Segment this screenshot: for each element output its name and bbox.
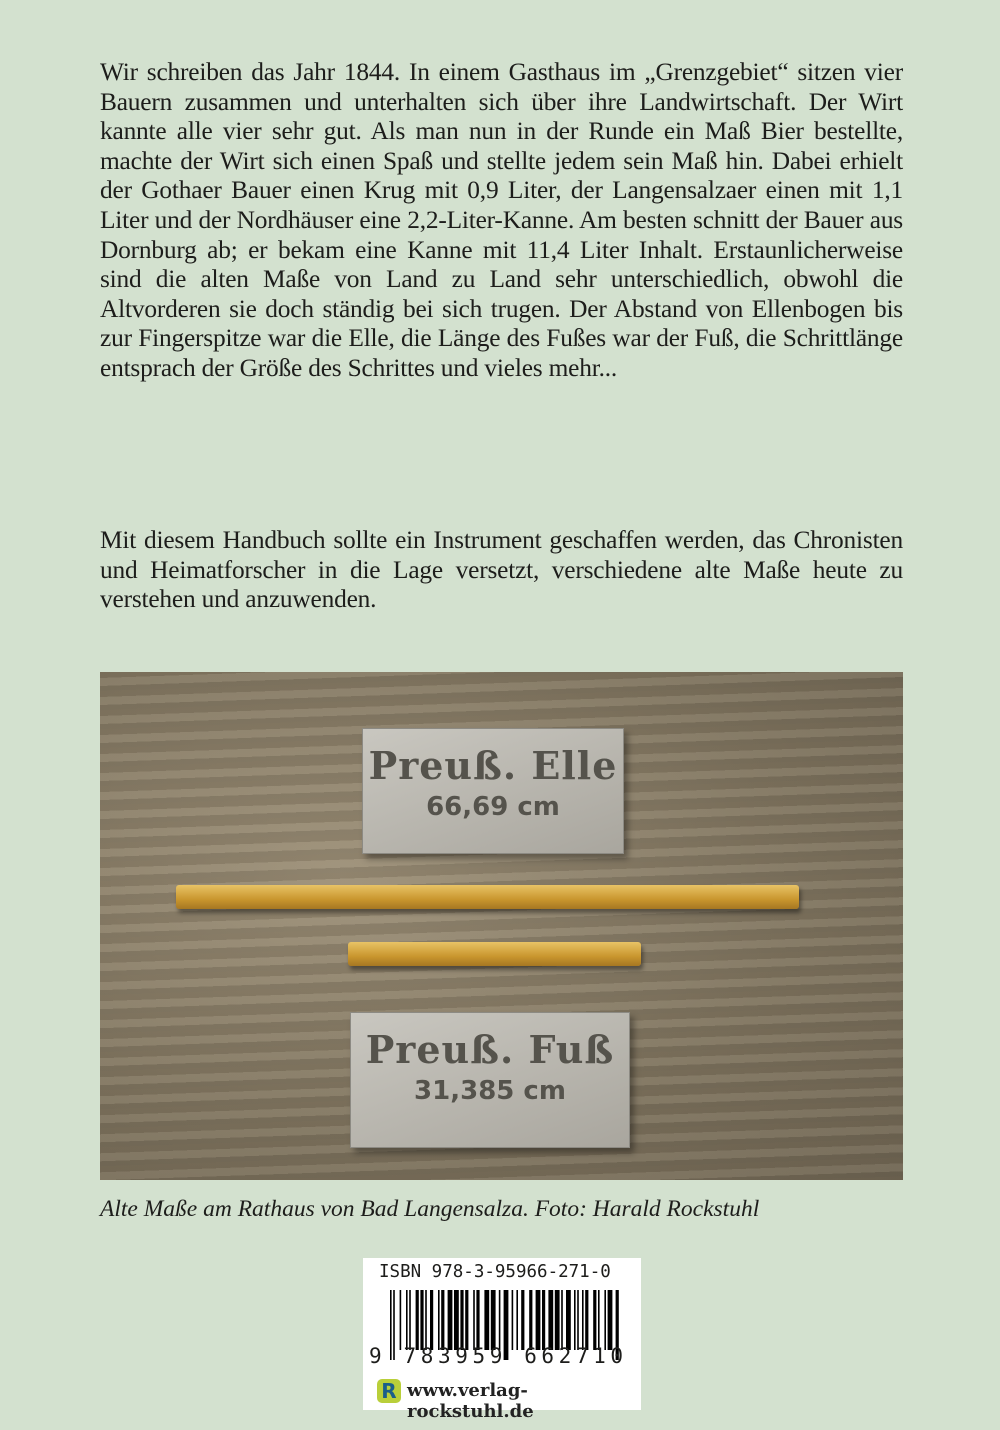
intro-paragraph: Wir schreiben das Jahr 1844. In einem Gasthaus im „Grenzgebiet“ sitzen vier Bauern zusammen und unterhalten sich über ihre Landwirtschaft. Der Wirt kannte alle vier sehr gut. Als man nun in der Runde ein Maß Bier bestellte, machte der Wirt sich einen Spaß und stellte jedem sein Maß hin. Dabei erhielt der Gothaer Bauer einen Krug mit 0,9 Liter, der Langensalzaer einen mit 1,1 Liter und der Nordhäuser eine 2,2-Liter-Kanne. Am besten schnitt der Bauer aus Dornburg ab; er bekam eine Kanne mit 11,4 Liter Inhalt. Erstaunlicherweise sind die alten Maße von Land zu Land sehr unterschiedlich, obwohl die Altvorderen sie doch ständig bei sich trugen. Der Abstand von Ellenbogen bis zur Fingerspitze war die Elle, die Länge des Fußes war der Fuß, die Schrittlänge entsprach der Größe des Schrittes und vieles mehr... [100,58,903,382]
isbn-text: ISBN 978-3-95966-271-0 [379,1262,611,1282]
barcode-bar [555,1290,560,1350]
barcode-bar [521,1290,524,1350]
barcode-bar [499,1290,501,1350]
barcode-bar [476,1290,479,1350]
purpose-paragraph: Mit diesem Handbuch sollte ein Instrument geschaffen werden, das Chronisten und Heimatforscher in die Lage versetzt, verschiedene alte Maße heute zu verstehen und anzuwenden. [100,526,903,614]
barcode-bar [454,1290,459,1350]
fuss-rod [348,942,641,966]
barcode-bar [574,1290,576,1350]
barcode-bar [425,1290,427,1350]
barcode-bar [473,1290,475,1350]
barcode-bar [577,1290,579,1350]
barcode-bar [516,1290,518,1350]
barcode-bar [536,1290,541,1350]
plaque-fuss-value: 31,385 cm [414,1076,566,1106]
cover-photo [100,672,903,1180]
barcode-bar [491,1290,496,1350]
barcode-bar [542,1290,545,1350]
barcode-bar [585,1290,588,1350]
barcode-bar [465,1290,468,1350]
barcode-bar [420,1290,423,1350]
plaque-elle-title: Preuß. Elle [368,743,618,788]
plaque-elle-value: 66,69 cm [426,792,560,822]
barcode-bar [406,1290,408,1350]
barcode-bar [561,1290,563,1350]
barcode-bar [400,1290,402,1350]
barcode-bar [593,1290,596,1350]
elle-rod [176,885,799,909]
barcode-bar [548,1290,553,1350]
barcode-bar [484,1290,489,1350]
publisher-logo-icon: R [377,1379,401,1403]
barcode-bar [460,1290,463,1350]
barcode-bar [582,1290,584,1350]
barcode-bar [448,1290,453,1350]
barcode-bar [416,1290,419,1350]
barcode-bar [598,1290,600,1350]
barcode-bar [604,1290,606,1350]
barcode-bar [409,1290,411,1350]
publisher-url[interactable]: www.verlag-rockstuhl.de [407,1380,534,1422]
barcode-box [363,1258,641,1422]
photo-caption: Alte Maße am Rathaus von Bad Langensalza. Foto: Harald Rockstuhl [100,1196,760,1222]
barcode-bar [438,1290,440,1350]
plaque-elle [362,728,624,854]
plaque-fuss-title: Preuß. Fuß [365,1027,615,1072]
barcode-bar [608,1290,613,1350]
barcode-bar [529,1290,532,1350]
barcode-bar [441,1290,444,1350]
barcode-bar [566,1290,571,1350]
barcode-bar [430,1290,433,1350]
barcode-digits: 9 783959 662710 [369,1344,628,1368]
barcode-bar [512,1290,514,1350]
plaque-fuss [350,1012,630,1148]
